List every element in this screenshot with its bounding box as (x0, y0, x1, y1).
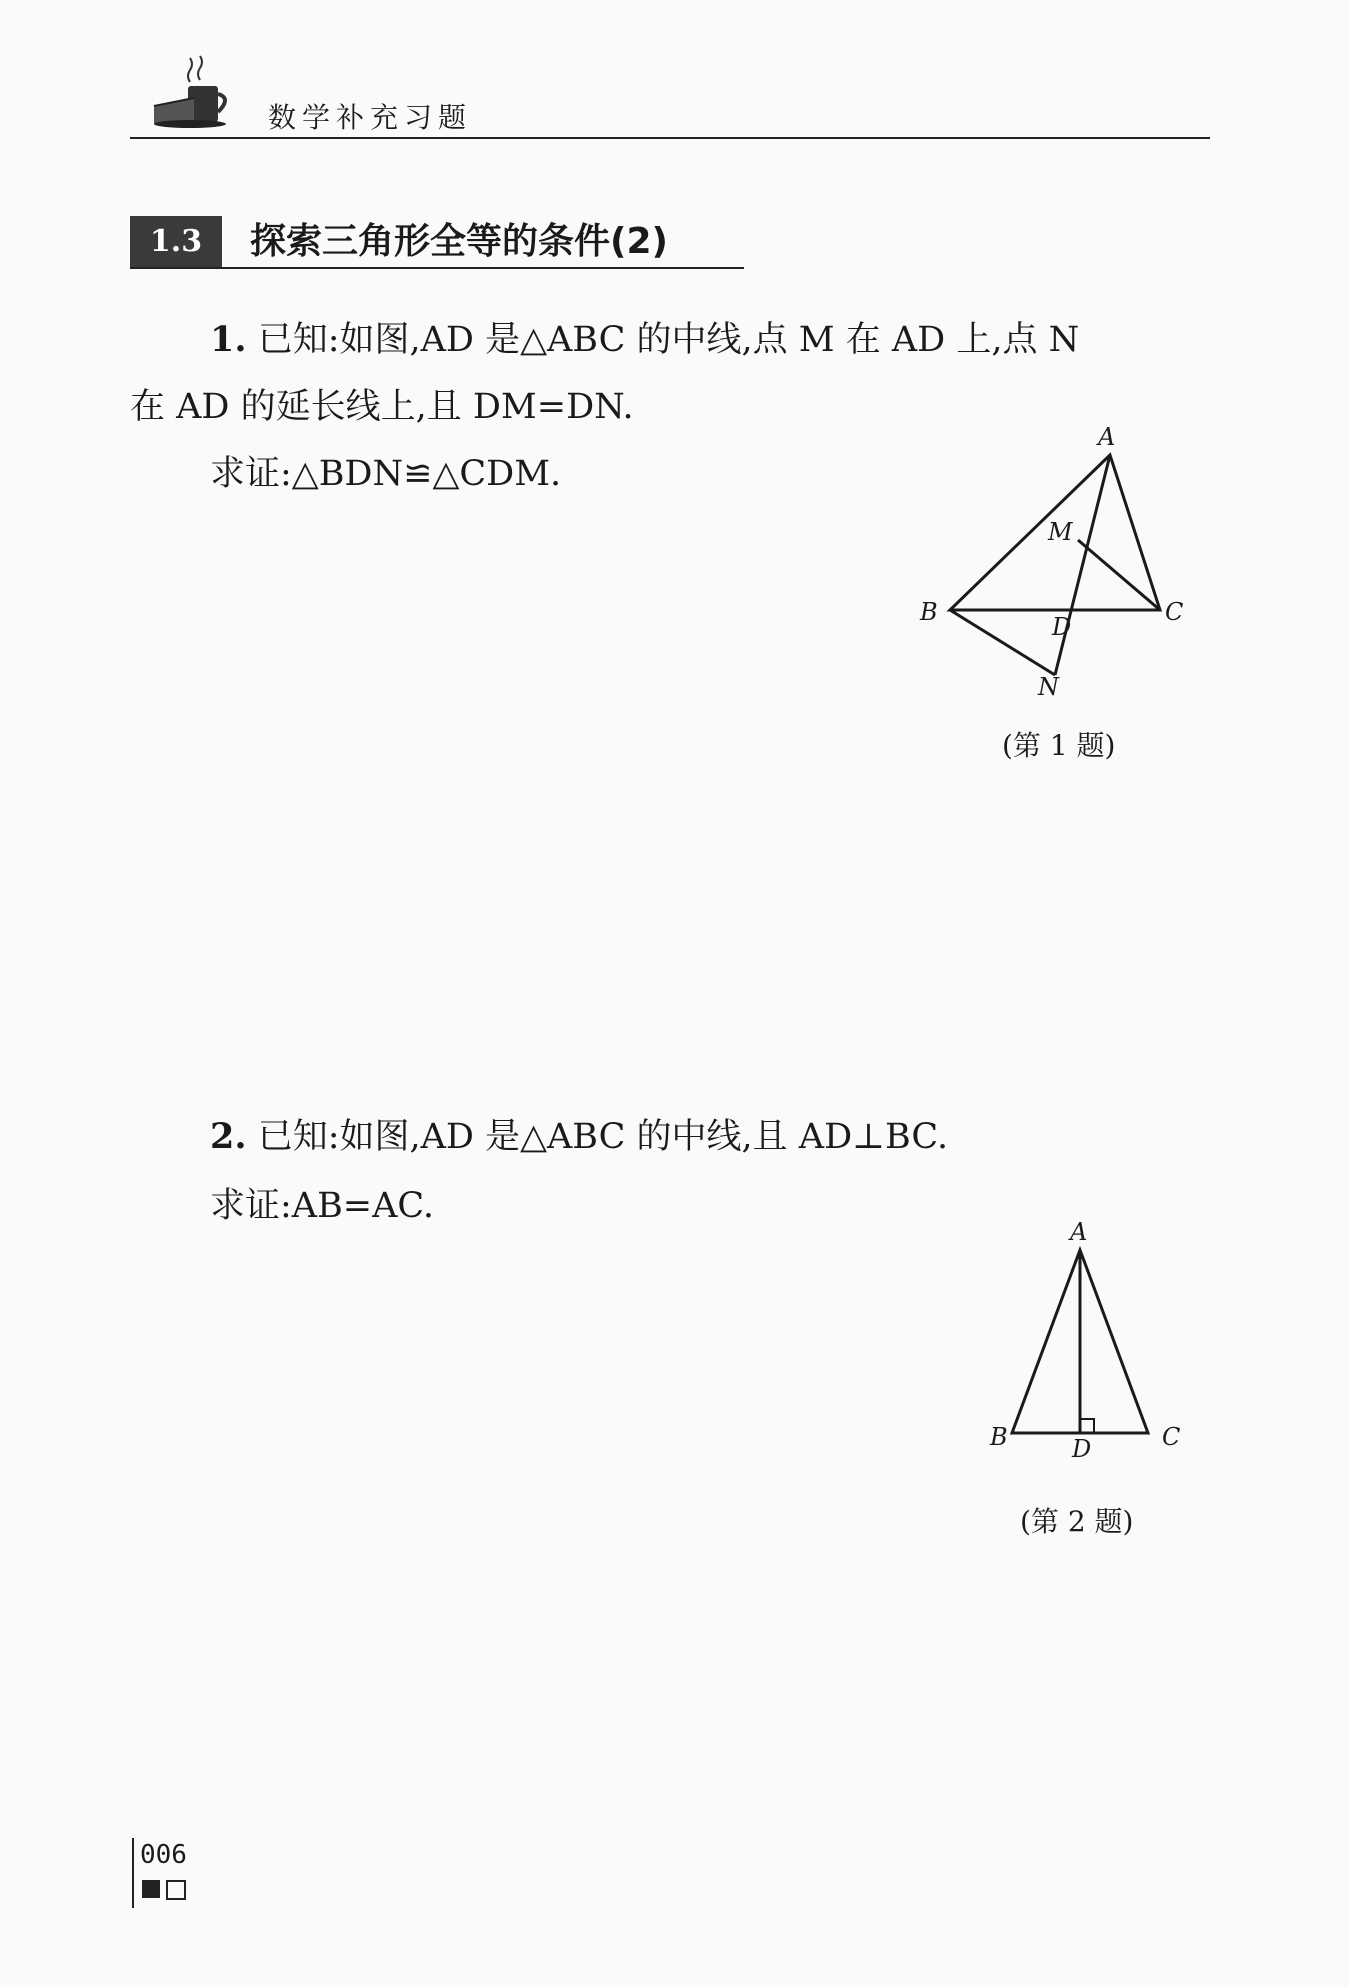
problem2-caption: (第 2 题) (1020, 1505, 1134, 1538)
section-title: 探索三角形全等的条件(2) (250, 221, 668, 262)
fig1-label-d: D (1052, 613, 1072, 641)
fig2-label-a: A (1070, 1218, 1088, 1246)
fig1-label-a: A (1098, 423, 1116, 451)
section-number-badge: 1.3 (130, 216, 222, 268)
fig1-label-c: C (1165, 598, 1184, 626)
problem2-prove-line: 求证:AB=AC. (210, 1186, 435, 1226)
fig2-label-d: D (1072, 1435, 1092, 1463)
fig1-label-m: M (1048, 518, 1073, 546)
problem2-line1-text: 已知:如图,AD 是△ABC 的中线,且 AD⊥BC. (257, 1117, 949, 1157)
fig2-label-b: B (990, 1423, 1008, 1451)
filled-square-icon (142, 1880, 160, 1898)
page-number-bar (132, 1838, 134, 1908)
fig1-label-b: B (920, 598, 938, 626)
header-title: 数学补充习题 (268, 101, 473, 134)
problem1-number: 1. (210, 319, 247, 360)
problem1-statement-line2: 在 AD 的延长线上,且 DM=DN. (130, 387, 634, 427)
section-divider (130, 267, 744, 269)
problem1-statement-line1 (210, 318, 1079, 362)
fig2-label-c: C (1162, 1423, 1181, 1451)
problem2-statement-line1 (210, 1115, 948, 1159)
problem2-figure (970, 1210, 1200, 1470)
problem1-caption: (第 1 题) (1002, 729, 1116, 762)
page-number: 006 (140, 1840, 187, 1870)
header-divider (130, 137, 1210, 139)
problem2-number: 2. (210, 1116, 247, 1157)
problem1-prove-line: 求证:△BDN≌△CDM. (210, 454, 562, 494)
fig1-label-n: N (1038, 673, 1059, 701)
problem1-figure (900, 410, 1200, 710)
problem1-line1-text: 已知:如图,AD 是△ABC 的中线,点 M 在 AD 上,点 N (257, 320, 1080, 360)
empty-square-icon (166, 1880, 186, 1900)
book-and-cup-icon (150, 50, 240, 130)
